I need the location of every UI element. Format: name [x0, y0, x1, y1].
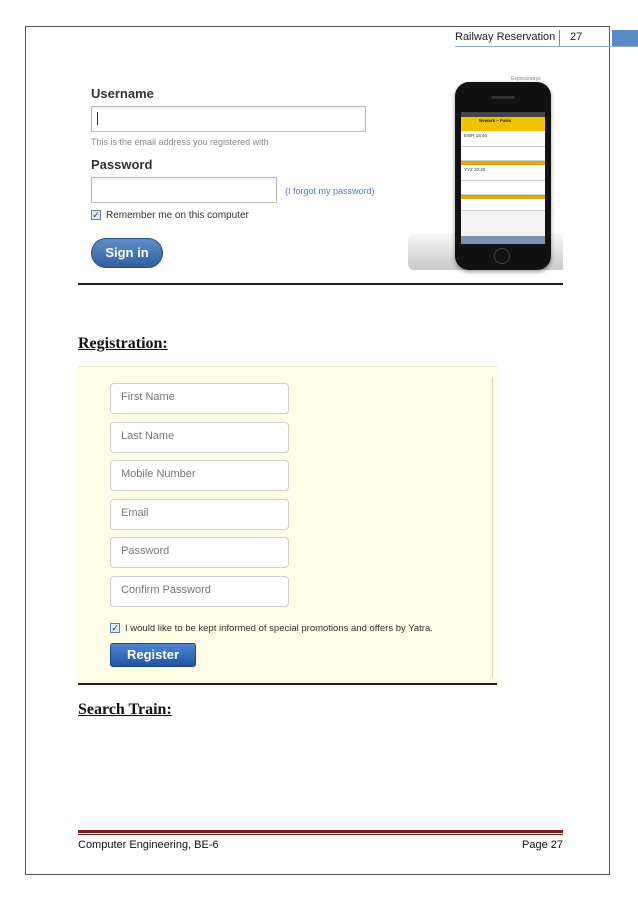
section-rule: [78, 283, 563, 285]
home-button-icon: [494, 248, 510, 264]
email-field[interactable]: [110, 499, 289, 530]
footer-left-text: Computer Engineering, BE-6: [78, 839, 219, 851]
phone-route: Newark – Paris: [461, 117, 545, 131]
section-rule: [78, 683, 497, 685]
header-rule: [455, 46, 638, 47]
phone-screen: [461, 112, 545, 244]
first-name-input[interactable]: [119, 390, 283, 404]
promo-checkbox[interactable]: ✓: [111, 623, 119, 633]
password-field[interactable]: [91, 177, 277, 203]
confirm-password-field[interactable]: [110, 576, 289, 607]
last-name-input[interactable]: [119, 429, 283, 443]
password-label: Password: [91, 157, 153, 172]
phone-toolbar: [461, 236, 545, 244]
phone-flight-row: YYZ 20:40: [461, 165, 545, 181]
password-reg-field[interactable]: [110, 537, 289, 568]
remember-me-checkbox[interactable]: ✓: [92, 210, 100, 220]
header-tab: [612, 30, 638, 46]
forgot-password-link[interactable]: (I forgot my password): [285, 186, 375, 196]
registration-screenshot: [78, 366, 497, 682]
form-divider: [492, 377, 493, 677]
header-title: Railway Reservation: [455, 31, 556, 43]
speaker-icon: [491, 96, 515, 99]
mobile-number-field[interactable]: [110, 460, 289, 491]
footer-rule: [78, 830, 563, 833]
first-name-field[interactable]: [110, 383, 289, 414]
register-button[interactable]: Register: [110, 643, 196, 667]
remember-me-label: Remember me on this computer: [106, 210, 249, 221]
last-name-field[interactable]: [110, 422, 289, 453]
phone-illustration: [455, 82, 551, 270]
footer-rule-thin: [78, 834, 563, 835]
login-screenshot: [78, 76, 563, 283]
password-input[interactable]: [119, 544, 283, 558]
promo-label: I would like to be kept informed of special promotions and offers by Yatra.: [125, 623, 433, 634]
header-page-number: 27: [570, 31, 583, 43]
footer-page-label: Page 27: [522, 839, 563, 851]
confirm-password-input[interactable]: [119, 583, 283, 597]
username-hint: This is the email address you registered with: [91, 137, 269, 147]
search-train-heading: Search Train:: [78, 701, 172, 718]
header-separator: [559, 30, 560, 46]
email-input[interactable]: [119, 506, 283, 520]
phone-flight-row: EWR 18:40: [461, 131, 545, 147]
username-label: Username: [91, 86, 154, 101]
mobile-number-input[interactable]: [119, 467, 283, 481]
phone-background-text: Expressways: [511, 76, 541, 82]
username-field[interactable]: [91, 106, 366, 132]
text-cursor: [97, 112, 98, 125]
sign-in-button[interactable]: Sign in: [91, 238, 163, 268]
registration-heading: Registration:: [78, 335, 168, 352]
